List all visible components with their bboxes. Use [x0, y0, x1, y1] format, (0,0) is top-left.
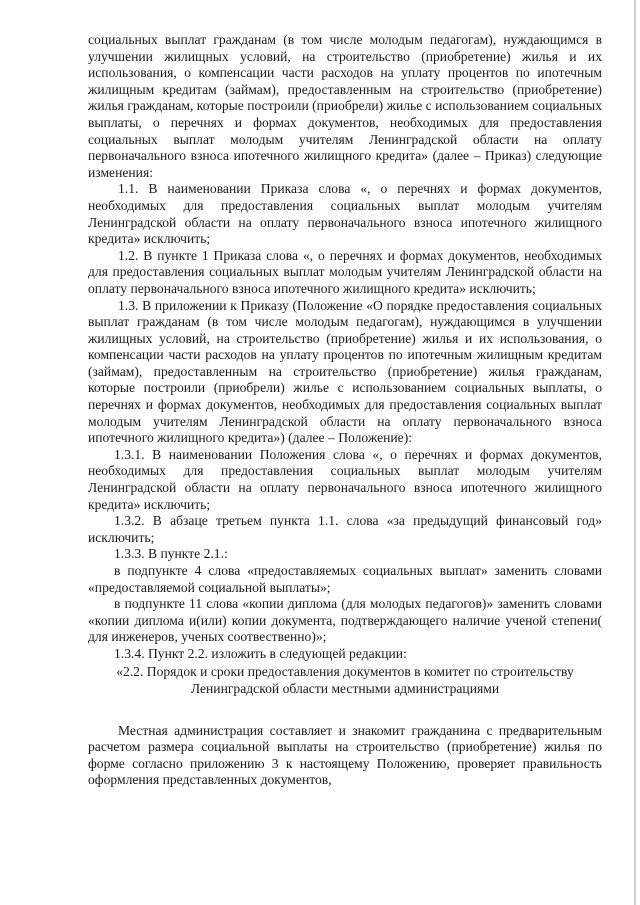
paragraph-subitem-4: в подпункте 4 слова «предоставляемых социальных выплат» заменить словами «предоставляемой социальной выплаты»;: [88, 563, 602, 595]
paragraph-intro: социальных выплат гражданам (в том числе молодым педагогам), нуждающимся в улучшении жилищных условий, на строительство (приобретение) жилья и их использования, о компенсации части расходов на уплату процентов по ипотечным жилищным кредитам (займам), предоставленным на строительство (приобретение) жилья гражданам, которые построили (приобрели) жилье с использованием социальных выплаты, о перечнях и формах документов, необходимых для предоставления социальных выплат молодым учителям Ленинградской области на оплату первоначального взноса ипотечного жилищного кредита» (далее – Приказ) следующие изменения:: [88, 32, 602, 180]
paragraph-1-3-3: 1.3.3. В пункте 2.1.:: [114, 546, 228, 562]
blank-line: [88, 697, 602, 723]
page-edge: [634, 0, 636, 905]
paragraph-1-2: 1.2. В пункте 1 Приказа слова «, о перечнях и формах документов, необходимых для предоставления социальных выплат молодым учителям Ленинградской области на оплату первоначального взноса ипотечного жилищного кредита» исключить;: [88, 247, 602, 296]
paragraph-1-1: 1.1. В наименовании Приказа слова «, о перечнях и формах документов, необходимых для предоставления социальных выплат молодым учителям Ленинградской области на оплату первоначального взноса ипотечного жилищного кредита» исключить;: [88, 181, 602, 247]
paragraph-local-administration: Местная администрация составляет и знакомит гражданина с предварительным расчетом размера социальной выплаты на строительство (приобретение) жилья по форме согласно приложению 3 к настоящему Положению, проверяет правильность оформления представленных документов,: [88, 722, 602, 788]
paragraph-1-3-1: 1.3.1. В наименовании Положения слова «, о перечнях и формах документов, необходимых для предоставления социальных выплат молодым учителям Ленинградской области на оплату первоначального взноса ипотечного жилищного кредита» исключить;: [88, 446, 602, 512]
paragraph-subitem-11: в подпункте 11 слова «копии диплома (для молодых педагогов)» заменить словами «копии диплома и(или) копии документа, подтверждающего наличие ученой степени( для инженеров, ученых соотвественно)»;: [88, 596, 602, 645]
document-body: [88, 32, 602, 789]
paragraph-1-3-2: 1.3.2. В абзаце третьем пункта 1.1. слова «за предыдущий финансовый год» исключить;: [88, 513, 602, 545]
paragraph-1-3: 1.3. В приложении к Приказу (Положение «О порядке предоставления социальных выплат гражданам (в том числе молодым педагогам), нуждающимся в улучшении жилищных условий, на строительство (приобретение) жилья и их использования, о компенсации части расходов на уплату процентов по ипотечным жилищным кредитам (займам), предоставленным на строительство (приобретение) жилья гражданам, которые построили (приобрели) жилье с использованием социальных выплаты, о перечнях и формах документов, необходимых для предоставления социальных выплат молодым учителям Ленинградской области на оплату первоначального взноса ипотечного жилищного кредита») (далее – Положение):: [88, 297, 602, 446]
section-heading-2-2: «2.2. Порядок и сроки предоставления документов в комитет по строительству Ленинградской области местными администрациями: [116, 663, 574, 696]
paragraph-1-3-4: 1.3.4. Пункт 2.2. изложить в следующей редакции:: [114, 645, 407, 661]
